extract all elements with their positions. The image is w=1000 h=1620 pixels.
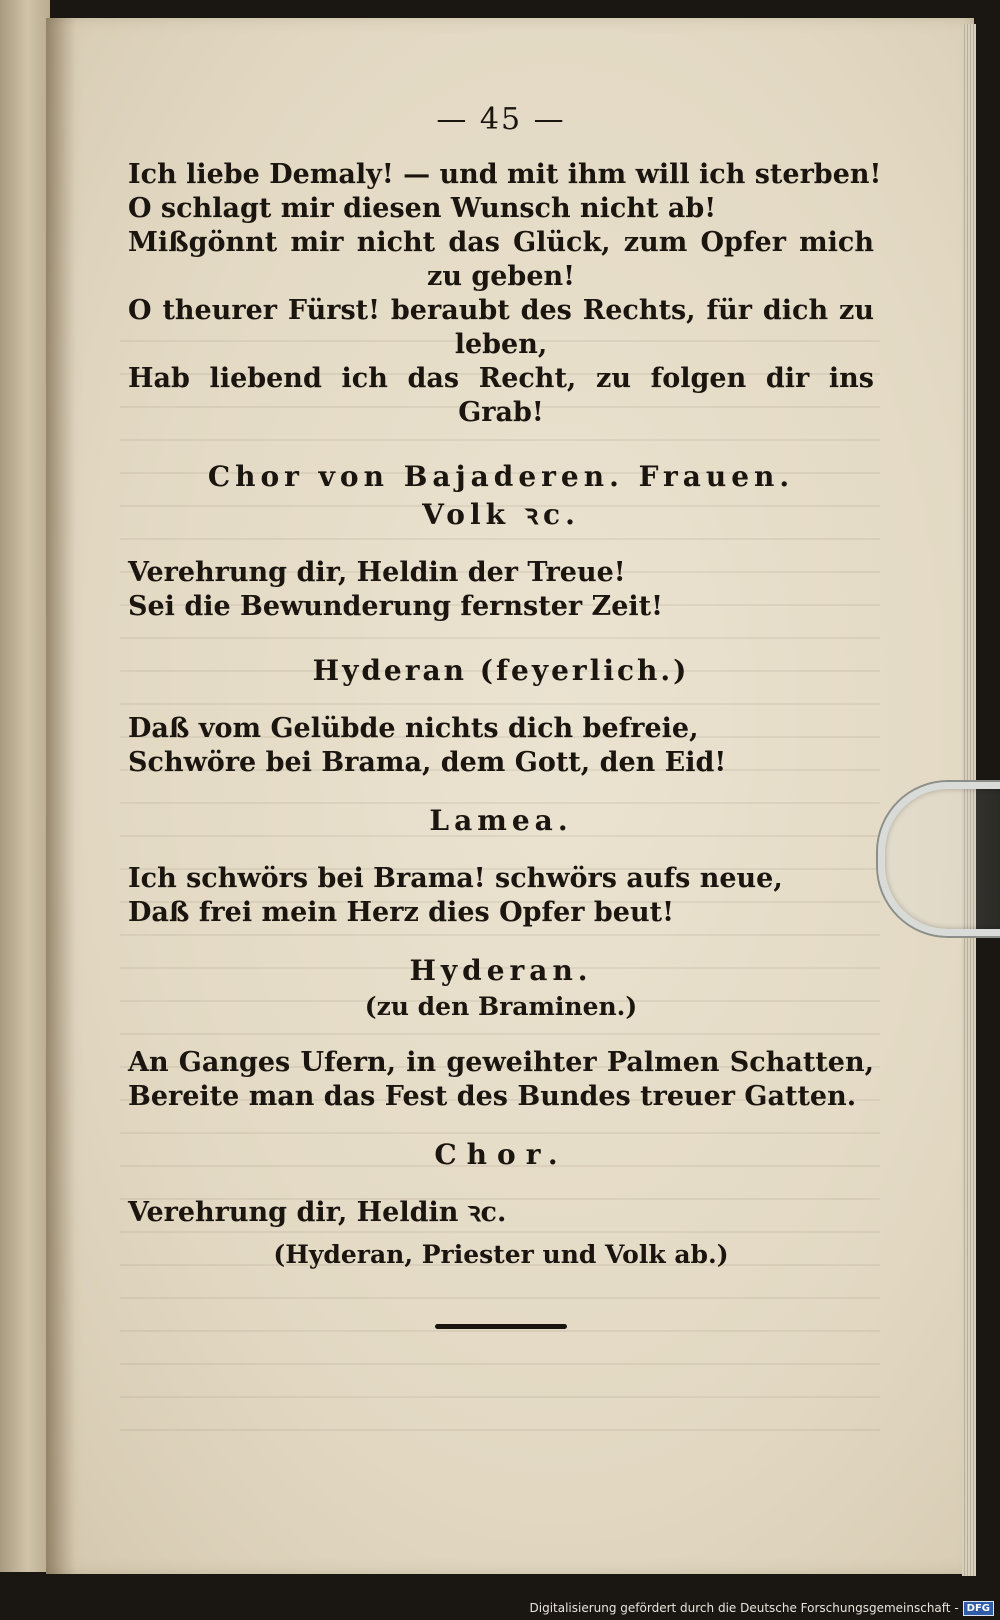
verse-line: Daß frei mein Herz dies Opfer beut! [128,897,674,928]
stage-direction: (zu den Braminen.) [364,992,638,1021]
digitization-credit [530,1598,995,1618]
page-clip [878,782,1000,936]
credit-text: Digitalisierung gefördert durch die Deutsche Forschungsgemeinschaft - [529,1601,959,1615]
verse-line: O schlagt mir diesen Wunsch nicht ab! [128,193,717,224]
verse-line-continuation: zu geben! [427,261,575,292]
verse-line: Daß vom Gelübde nichts dich befreie, [128,713,699,744]
gutter-shadow [46,18,76,1574]
verse-line: Ich liebe Demaly! — und mit ihm will ich sterben! [128,159,882,190]
verse-line: Verehrung dir, Heldin ꝛc. [128,1197,507,1228]
speaker-heading-lamea: Lamea. [429,804,573,837]
speaker-heading-hyderan: Hyderan (feyerlich.) [312,654,690,687]
verse-line: O theurer Fürst! beraubt des Rechts, für dich zu [128,295,874,326]
speaker-heading-volk: Volk ꝛc. [422,498,580,531]
verse-line: Bereite man das Fest des Bundes treuer Gatten. [128,1081,857,1112]
end-rule [435,1324,567,1329]
verse-line: Schwöre bei Brama, dem Gott, den Eid! [128,747,727,778]
verse-line: Mißgönnt mir nicht das Glück, zum Opfer mich [128,227,874,258]
verse-line-continuation: Grab! [458,397,544,428]
verse-line: An Ganges Ufern, in geweihter Palmen Schatten, [128,1047,874,1078]
stanza-chor [128,556,874,624]
page-text [128,100,882,1329]
speaker-heading-hyderan-2: Hyderan. [409,954,593,987]
verse-line: Ich schwörs bei Brama! schwörs aufs neue, [128,863,783,894]
stanza-hyderan [128,712,874,780]
exit-stage-direction: (Hyderan, Priester und Volk ab.) [273,1240,729,1269]
dfg-logo: DFG [963,1601,994,1616]
speaker-heading-chor-2: Chor. [434,1138,568,1171]
verse-line-continuation: leben, [454,329,548,360]
stanza-hyderan-2 [128,1046,874,1114]
stanza-lamea-speech [128,158,882,430]
verse-line: Verehrung dir, Heldin der Treue! [128,557,626,588]
speaker-heading-chor: Chor von Bajaderen. Frauen. [207,460,795,493]
verse-line: Sei die Bewunderung fernster Zeit! [128,591,663,622]
verse-line: Hab liebend ich das Recht, zu folgen dir ins [128,363,874,394]
facing-page-edge [0,0,50,1572]
page-number: — 45 — [436,102,566,137]
stanza-lamea-oath [128,862,874,930]
